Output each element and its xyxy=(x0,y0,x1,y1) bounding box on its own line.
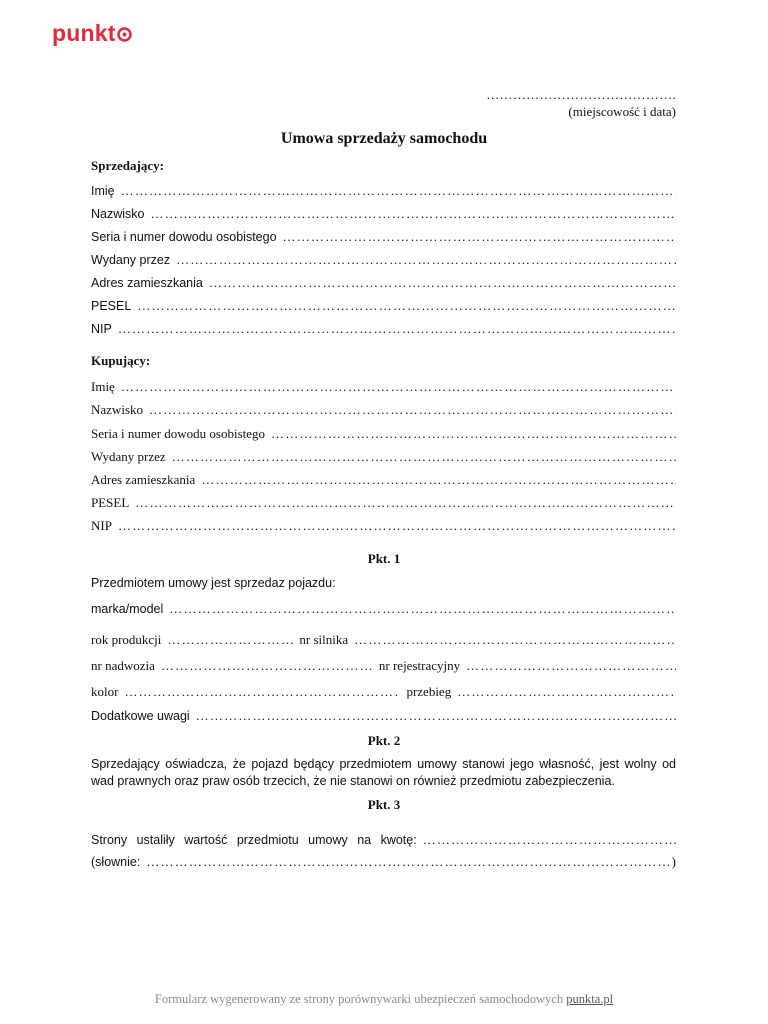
fill-blank[interactable] xyxy=(169,600,676,618)
year-blank[interactable] xyxy=(167,631,295,649)
fill-blank[interactable] xyxy=(118,517,676,535)
field-label: PESEL xyxy=(91,495,130,510)
seller-heading: Sprzedający: xyxy=(91,158,164,173)
seller-issued-by-field[interactable] xyxy=(91,251,676,269)
amount-label: Strony ustaliły wartość przedmiotu umowy na kwotę: xyxy=(91,833,417,847)
fill-blank[interactable] xyxy=(118,320,676,338)
fill-blank[interactable] xyxy=(121,378,676,396)
color-mileage-row xyxy=(91,683,676,701)
fill-blank[interactable] xyxy=(176,251,676,269)
amount-words-close: ) xyxy=(671,854,676,869)
fill-blank[interactable] xyxy=(149,401,676,419)
field-label: NIP xyxy=(91,518,112,533)
vin-label: nr nadwozia xyxy=(91,658,155,673)
seller-first-name-field[interactable] xyxy=(91,182,676,200)
registration-label: nr rejestracyjny xyxy=(378,658,461,673)
field-label: Wydany przez xyxy=(91,253,171,267)
amount-row xyxy=(91,831,676,849)
seller-pesel-field[interactable] xyxy=(91,297,676,315)
document-title: Umowa sprzedaży samochodu xyxy=(280,130,488,147)
place-date-block xyxy=(486,86,676,120)
place-date-blank[interactable]: ……………………………………. xyxy=(486,87,676,102)
mileage-label: przebieg xyxy=(406,684,452,699)
buyer-pesel-field[interactable] xyxy=(91,494,676,512)
field-label: Nazwisko xyxy=(91,402,143,417)
buyer-first-name-field[interactable] xyxy=(91,378,676,396)
logo-wordmark: punkt xyxy=(52,20,116,46)
fill-blank[interactable] xyxy=(151,205,677,223)
pkt1-heading: Pkt. 1 xyxy=(367,551,401,566)
fill-blank[interactable] xyxy=(209,274,676,292)
color-blank[interactable] xyxy=(124,683,400,701)
pkt3-heading: Pkt. 3 xyxy=(367,797,401,812)
vin-registration-row xyxy=(91,657,676,675)
year-label: rok produkcji xyxy=(91,632,162,647)
field-label: marka/model xyxy=(91,602,164,616)
fill-blank[interactable] xyxy=(137,297,676,315)
engine-number-blank[interactable] xyxy=(354,631,676,649)
amount-blank[interactable] xyxy=(423,831,676,849)
buyer-id-number-field[interactable] xyxy=(91,425,676,443)
a-circle-icon xyxy=(117,27,132,42)
fill-blank[interactable] xyxy=(135,494,676,512)
field-label: Imię xyxy=(91,184,115,198)
fill-blank[interactable] xyxy=(121,182,676,200)
field-label: NIP xyxy=(91,322,112,336)
field-label: Dodatkowe uwagi xyxy=(91,709,190,723)
engine-number-label: nr silnika xyxy=(299,632,349,647)
buyer-issued-by-field[interactable] xyxy=(91,448,676,466)
pkt2-statement: Sprzedający oświadcza, że pojazd będący przedmiotem umowy stanowi jego własność, jest wolny od wad prawnych oraz praw osób trzecich, że nie stanowi on również przedmiotu zabezpieczenia. xyxy=(91,757,676,788)
buyer-last-name-field[interactable] xyxy=(91,401,676,419)
fill-blank[interactable] xyxy=(196,707,676,725)
registration-blank[interactable] xyxy=(466,657,676,675)
mileage-blank[interactable] xyxy=(457,683,676,701)
amount-words-row xyxy=(91,853,676,871)
footer-link[interactable]: punkta.pl xyxy=(566,992,614,1006)
place-date-label: (miejscowość i data) xyxy=(568,104,676,119)
amount-words-label: (słownie: xyxy=(91,855,141,869)
seller-address-field[interactable] xyxy=(91,274,676,292)
fill-blank[interactable] xyxy=(201,471,676,489)
field-label: Imię xyxy=(91,379,115,394)
amount-words-blank[interactable] xyxy=(146,853,671,871)
punkta-logo xyxy=(52,20,132,46)
field-label: Seria i numer dowodu osobistego xyxy=(91,230,277,244)
additional-notes-field[interactable] xyxy=(91,707,676,725)
field-label: PESEL xyxy=(91,299,132,313)
buyer-address-field[interactable] xyxy=(91,471,676,489)
seller-last-name-field[interactable] xyxy=(91,205,676,223)
field-label: Nazwisko xyxy=(91,207,145,221)
field-label: Seria i numer dowodu osobistego xyxy=(91,426,266,441)
footer-note xyxy=(0,992,768,1007)
make-model-field[interactable] xyxy=(91,600,676,618)
color-label: kolor xyxy=(91,684,119,699)
field-label: Wydany przez xyxy=(91,449,166,464)
seller-nip-field[interactable] xyxy=(91,320,676,338)
fill-blank[interactable] xyxy=(172,448,676,466)
seller-id-number-field[interactable] xyxy=(91,228,676,246)
footer-text: Formularz wygenerowany ze strony porównywarki ubezpieczeń samochodowych xyxy=(154,992,564,1006)
field-label: Adres zamieszkania xyxy=(91,276,203,290)
pkt2-heading: Pkt. 2 xyxy=(367,733,401,748)
fill-blank[interactable] xyxy=(283,228,676,246)
field-label: Adres zamieszkania xyxy=(91,472,196,487)
buyer-nip-field[interactable] xyxy=(91,517,676,535)
pkt1-intro: Przedmiotem umowy jest sprzedaz pojazdu: xyxy=(91,576,336,590)
vin-blank[interactable] xyxy=(161,657,375,675)
year-engine-row xyxy=(91,631,676,649)
buyer-heading: Kupujący: xyxy=(91,353,151,368)
fill-blank[interactable] xyxy=(271,425,676,443)
